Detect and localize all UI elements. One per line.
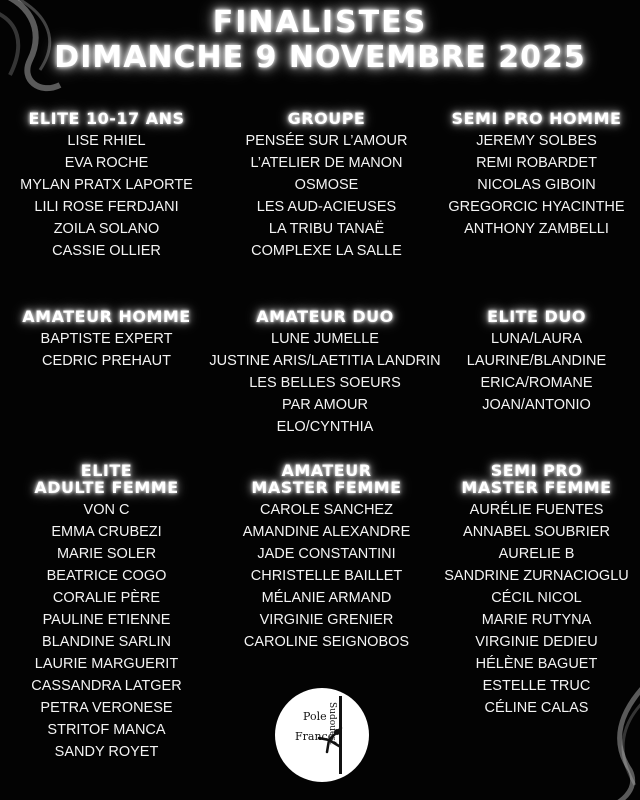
finalist-name: CEDRIC PREHAUT bbox=[42, 353, 171, 369]
page-subtitle-date: DIMANCHE 9 NOVEMBRE 2025 bbox=[54, 40, 586, 75]
finalist-name: SANDRINE ZURNACIOGLU bbox=[444, 568, 629, 584]
section-title-line2: MASTER FEMME bbox=[251, 478, 402, 497]
logo-word-sudouest: Sudouest bbox=[327, 702, 337, 745]
section-amateur-homme bbox=[0, 308, 213, 372]
finalist-name: JADE CONSTANTINI bbox=[257, 546, 396, 562]
finalist-name: PETRA VERONESE bbox=[40, 700, 173, 716]
finalist-name: MARIE RUTYNA bbox=[481, 612, 592, 628]
finalist-name: ANNABEL SOUBRIER bbox=[463, 524, 610, 540]
section-title: SEMI PRO HOMME bbox=[451, 109, 622, 128]
finalist-list bbox=[0, 130, 213, 262]
logo-word-pole: Pole bbox=[303, 710, 327, 723]
finalist-name: ZOILA SOLANO bbox=[53, 221, 160, 237]
section-title: ELITE DUO bbox=[487, 307, 586, 326]
finalist-name: LA TRIBU TANAË bbox=[268, 221, 385, 237]
pole-france-sudouest-logo bbox=[275, 688, 369, 782]
finalist-name: LAURINE/BLANDINE bbox=[466, 353, 607, 369]
finalist-list bbox=[0, 499, 213, 763]
section-title-line1: SEMI PRO bbox=[490, 461, 583, 480]
finalist-name: OSMOSE bbox=[294, 177, 359, 193]
section-amateur-duo bbox=[200, 308, 450, 438]
finalist-list bbox=[430, 130, 640, 240]
section-elite-10-17 bbox=[0, 110, 213, 262]
finalist-name: ERICA/ROMANE bbox=[480, 375, 593, 391]
section-elite-adulte-femme bbox=[0, 462, 213, 763]
finalist-name: CHRISTELLE BAILLET bbox=[250, 568, 403, 584]
finalist-name: MARIE SOLER bbox=[56, 546, 157, 562]
finalist-name: EVA ROCHE bbox=[64, 155, 149, 171]
logo-word-france: France bbox=[295, 730, 335, 743]
finalist-name: COMPLEXE LA SALLE bbox=[251, 243, 402, 259]
finalist-list bbox=[220, 499, 433, 653]
section-title: ELITE 10-17 ANS bbox=[28, 109, 185, 128]
finalist-name: BEATRICE COGO bbox=[46, 568, 167, 584]
finalist-name: LILI ROSE FERDJANI bbox=[34, 199, 179, 215]
finalist-name: HÉLÈNE BAGUET bbox=[475, 656, 598, 672]
finalist-name: LES AUD-ACIEUSES bbox=[256, 199, 397, 215]
finalist-name: CORALIE PÈRE bbox=[52, 590, 161, 606]
section-semi-pro-homme bbox=[430, 110, 640, 240]
section-title-line2: MASTER FEMME bbox=[461, 478, 612, 497]
finalist-name: REMI ROBARDET bbox=[476, 155, 597, 171]
finalist-name: JOAN/ANTONIO bbox=[482, 397, 591, 413]
finalist-name: SANDY ROYET bbox=[54, 744, 159, 760]
finalist-name: CAROLINE SEIGNOBOS bbox=[243, 634, 410, 650]
finalist-name: BAPTISTE EXPERT bbox=[40, 331, 173, 347]
section-title-line1: AMATEUR bbox=[281, 461, 372, 480]
finalist-name: EMMA CRUBEZI bbox=[51, 524, 162, 540]
finalist-list bbox=[430, 328, 640, 416]
section-elite-duo bbox=[430, 308, 640, 416]
finalist-name: LUNE JUMELLE bbox=[271, 331, 379, 347]
finalist-name: LUNA/LAURA bbox=[490, 331, 583, 347]
section-title bbox=[430, 462, 640, 496]
finalist-name: ELO/CYNTHIA bbox=[276, 419, 374, 435]
finalist-name: PENSÉE SUR L’AMOUR bbox=[245, 133, 408, 149]
finalist-list bbox=[220, 130, 433, 262]
finalist-name: LAURIE MARGUERIT bbox=[34, 656, 179, 672]
section-title bbox=[0, 462, 213, 496]
finalist-name: VIRGINIE GRENIER bbox=[259, 612, 394, 628]
finalist-name: CASSANDRA LATGER bbox=[31, 678, 182, 694]
finalist-name: ESTELLE TRUC bbox=[482, 678, 591, 694]
finalist-name: L’ATELIER DE MANON bbox=[250, 155, 403, 171]
finalist-name: LES BELLES SOEURS bbox=[249, 375, 401, 391]
section-semi-pro-master-femme bbox=[430, 462, 640, 719]
finalist-name: PAR AMOUR bbox=[282, 397, 368, 413]
page-title: FINALISTES bbox=[212, 5, 428, 40]
section-amateur-master-femme bbox=[220, 462, 433, 653]
finalist-name: MÉLANIE ARMAND bbox=[261, 590, 392, 606]
section-title: GROUPE bbox=[287, 109, 366, 128]
finalist-list bbox=[430, 499, 640, 719]
finalist-name: GREGORCIC HYACINTHE bbox=[448, 199, 625, 215]
finalist-name: VIRGINIE DEDIEU bbox=[475, 634, 598, 650]
finalist-name: STRITOF MANCA bbox=[47, 722, 166, 738]
finalist-name: JUSTINE ARIS/LAETITIA LANDRIN bbox=[209, 353, 441, 369]
section-groupe bbox=[220, 110, 433, 262]
finalist-name: AURELIE B bbox=[498, 546, 575, 562]
finalist-name: ANTHONY ZAMBELLI bbox=[464, 221, 609, 237]
finalist-name: NICOLAS GIBOIN bbox=[477, 177, 596, 193]
section-title bbox=[220, 462, 433, 496]
finalist-list bbox=[0, 328, 213, 372]
finalist-name: LISE RHIEL bbox=[67, 133, 146, 149]
finalist-name: VON C bbox=[83, 502, 130, 518]
finalist-name: MYLAN PRATX LAPORTE bbox=[20, 177, 193, 193]
page-header bbox=[0, 6, 640, 76]
section-title: AMATEUR HOMME bbox=[22, 307, 191, 326]
section-title-line1: ELITE bbox=[80, 461, 133, 480]
finalist-name: CÉCIL NICOL bbox=[491, 590, 582, 606]
finalist-name: CÉLINE CALAS bbox=[484, 700, 589, 716]
section-title: AMATEUR DUO bbox=[256, 307, 394, 326]
finalist-list bbox=[200, 328, 450, 438]
finalist-name: CAROLE SANCHEZ bbox=[260, 502, 393, 518]
finalist-name: AMANDINE ALEXANDRE bbox=[242, 524, 411, 540]
finalist-name: BLANDINE SARLIN bbox=[42, 634, 171, 650]
finalist-name: PAULINE ETIENNE bbox=[42, 612, 171, 628]
section-title-line2: ADULTE FEMME bbox=[34, 478, 179, 497]
finalist-name: CASSIE OLLIER bbox=[52, 243, 161, 259]
finalist-name: AURÉLIE FUENTES bbox=[469, 502, 604, 518]
finalist-name: JEREMY SOLBES bbox=[476, 133, 597, 149]
